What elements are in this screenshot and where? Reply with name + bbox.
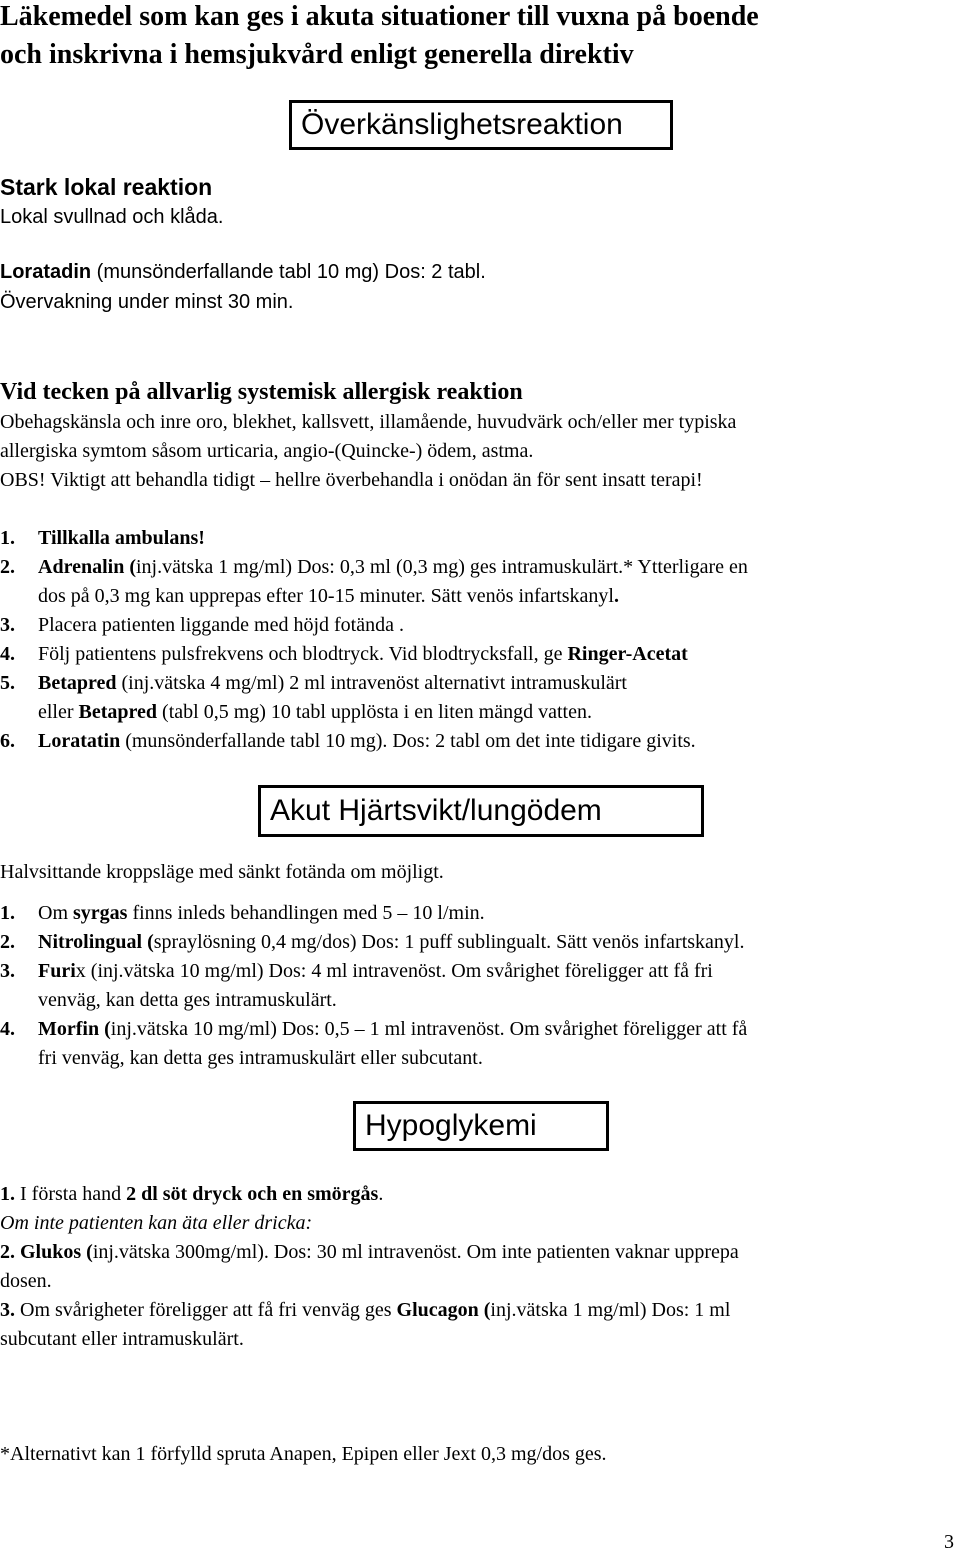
systemic-obs: OBS! Viktigt att behandla tidigt – hellre överbehandla i onödan än för sent insatt terapi!	[0, 469, 703, 491]
heart-step-4: 4. Morfin (inj.vätska 10 mg/ml) Dos: 0,5 – 1 ml intravenöst. Om svårighet föreligger att få	[0, 1018, 748, 1040]
section-box-hypersensitivity: Överkänslighetsreaktion	[289, 100, 673, 150]
section-box-heart-failure: Akut Hjärtsvikt/lungödem	[258, 785, 704, 837]
step-1: 1. Tillkalla ambulans!	[0, 527, 205, 549]
heart-step-3: 3. Furix (inj.vätska 10 mg/ml) Dos: 4 ml intravenöst. Om svårighet föreligger att få fri	[0, 960, 713, 982]
systemic-desc-1: Obehagskänsla och inre oro, blekhet, kallsvett, illamående, huvudvärk och/eller mer typiska	[0, 411, 737, 433]
heart-step-2: 2. Nitrolingual (spraylösning 0,4 mg/dos) Dos: 1 puff sublingualt. Sätt venös infartskanyl.	[0, 931, 745, 953]
hypo-step-2: 2. Glukos (inj.vätska 300mg/ml). Dos: 30 ml intravenöst. Om inte patienten vaknar upprepa	[0, 1241, 739, 1263]
page-number: 3	[944, 1531, 954, 1553]
local-monitor: Övervakning under minst 30 min.	[0, 291, 294, 313]
step-6: 6. Loratatin (munsönderfallande tabl 10 mg). Dos: 2 tabl om det inte tidigare givits.	[0, 730, 696, 752]
step-3: 3. Placera patienten liggande med höjd fotända .	[0, 614, 404, 636]
local-heading: Stark lokal reaktion	[0, 174, 213, 200]
hypo-step-3-cont: subcutant eller intramuskulärt.	[0, 1328, 244, 1350]
systemic-desc-2: allergiska symtom såsom urticaria, angio-(Quincke-) ödem, astma.	[0, 440, 534, 462]
footnote: *Alternativt kan 1 förfylld spruta Anapen, Epipen eller Jext 0,3 mg/dos ges.	[0, 1443, 607, 1465]
hypo-step-1: 1. I första hand 2 dl söt dryck och en smörgås.	[0, 1183, 384, 1205]
step-4: 4. Följ patientens pulsfrekvens och blodtryck. Vid blodtrycksfall, ge Ringer-Acetat	[0, 643, 688, 665]
drug-loratadin: Loratadin	[0, 261, 92, 283]
hypo-step-2-cont: dosen.	[0, 1270, 52, 1292]
section-box-hypoglycemia: Hypoglykemi	[353, 1101, 609, 1151]
systemic-heading: Vid tecken på allvarlig systemisk allergisk reaktion	[0, 379, 523, 405]
local-desc: Lokal svullnad och klåda.	[0, 206, 224, 228]
step-2: 2. Adrenalin (inj.vätska 1 mg/ml) Dos: 0,3 ml (0,3 mg) ges intramuskulärt.* Ytterligare en	[0, 556, 748, 578]
title-line-1: Läkemedel som kan ges i akuta situationer till vuxna på boende	[0, 1, 759, 32]
title-line-2: och inskrivna i hemsjukvård enligt generella direktiv	[0, 39, 634, 70]
heart-intro: Halvsittande kroppsläge med sänkt fotända om möjligt.	[0, 861, 444, 883]
heart-step-1: 1. Om syrgas finns inleds behandlingen med 5 – 10 l/min.	[0, 902, 485, 924]
hypo-step-3: 3. Om svårigheter föreligger att få fri venväg ges Glucagon (inj.vätska 1 mg/ml) Dos: 1 ml	[0, 1299, 731, 1321]
heart-step-4-cont: fri venväg, kan detta ges intramuskulärt eller subcutant.	[38, 1047, 483, 1069]
drug-dose: (munsönderfallande tabl 10 mg) Dos: 2 tabl.	[91, 261, 486, 283]
step-5: 5. Betapred (inj.vätska 4 mg/ml) 2 ml intravenöst alternativt intramuskulärt	[0, 672, 627, 694]
step-2-cont: dos på 0,3 mg kan upprepas efter 10-15 minuter. Sätt venös infartskanyl.	[38, 585, 619, 607]
heart-step-3-cont: venväg, kan detta ges intramuskulärt.	[38, 989, 337, 1011]
local-drug-line	[0, 258, 486, 286]
hypo-italic: Om inte patienten kan äta eller dricka:	[0, 1212, 313, 1234]
step-5-cont: eller Betapred (tabl 0,5 mg) 10 tabl upplösta i en liten mängd vatten.	[38, 701, 592, 723]
